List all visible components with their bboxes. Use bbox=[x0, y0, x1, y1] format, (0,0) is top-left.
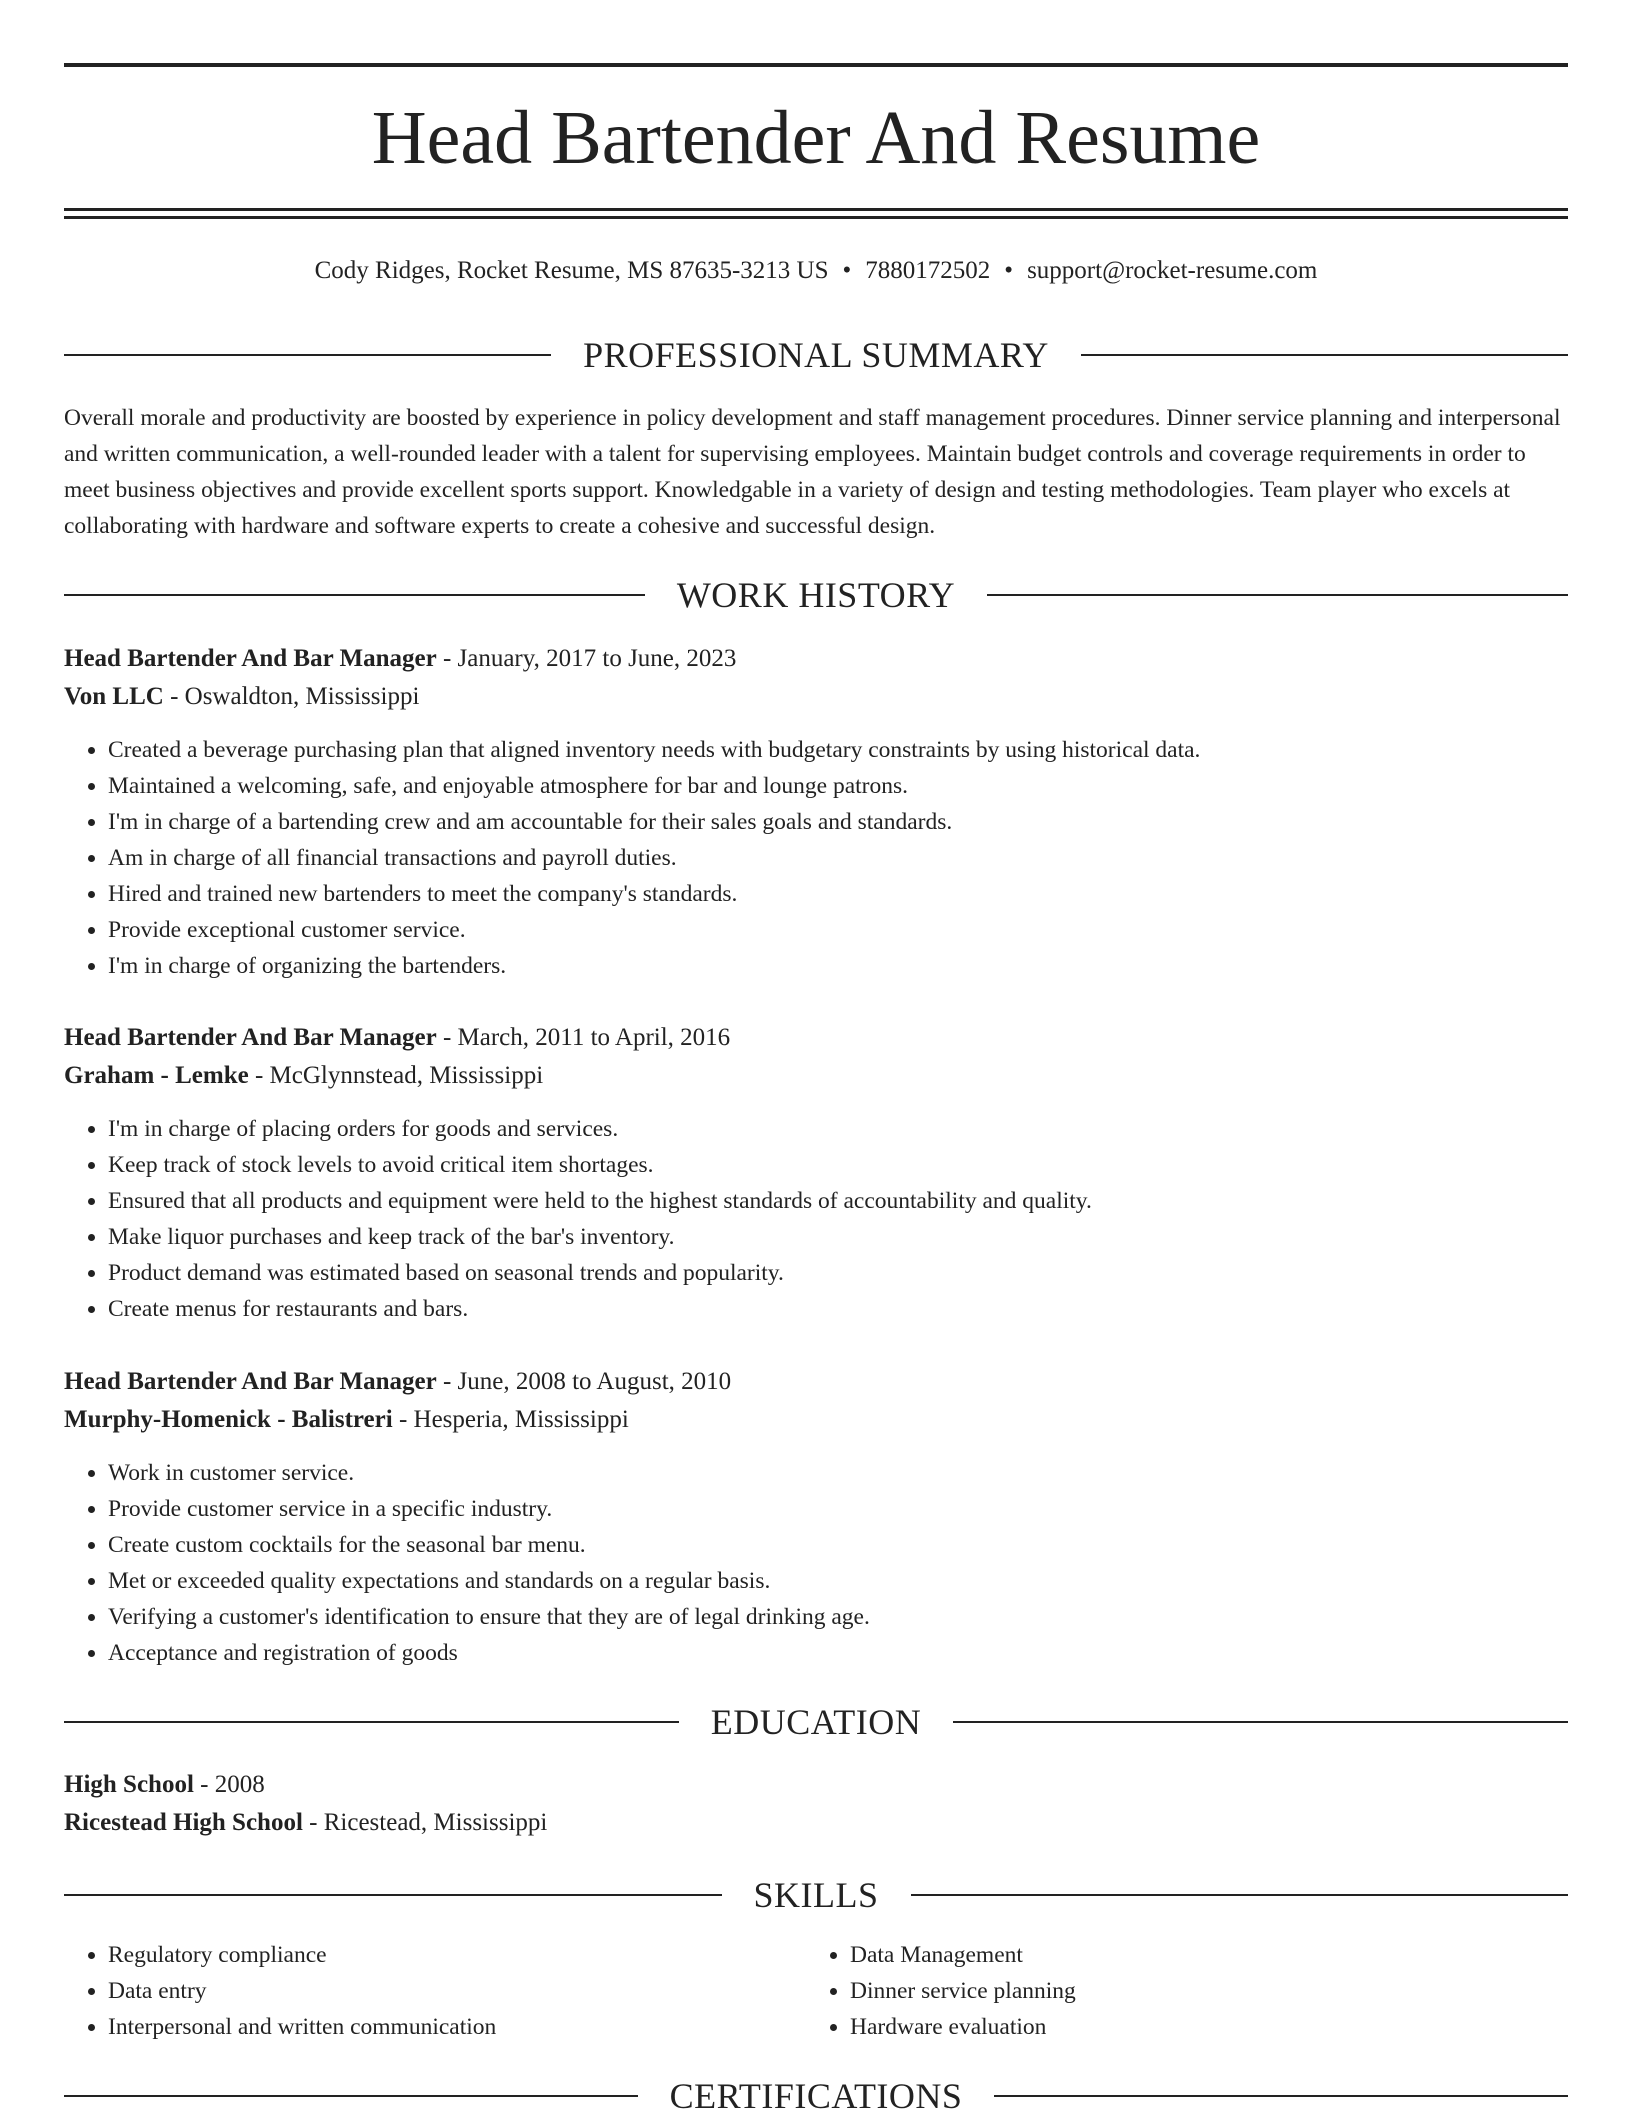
section-heading-education bbox=[64, 1700, 1568, 1744]
list-item: • Maintained a welcoming, safe, and enjoyable atmosphere for bar and lounge patrons. bbox=[108, 768, 1568, 804]
education-degree: High School bbox=[64, 1771, 194, 1798]
list-item: • Met or exceeded quality expectations and standards on a regular basis. bbox=[108, 1563, 1568, 1599]
section-heading-skills bbox=[64, 1873, 1568, 1917]
job-company: Von LLC bbox=[64, 683, 164, 710]
education-school: Ricestead High School bbox=[64, 1809, 303, 1836]
education-entry bbox=[64, 1766, 1568, 1842]
education-year: - 2008 bbox=[200, 1771, 265, 1798]
section-heading-label: WORK HISTORY bbox=[676, 575, 956, 615]
list-item: • Make liquor purchases and keep track of the bar's inventory. bbox=[108, 1219, 1568, 1255]
job-entry-3 bbox=[64, 1363, 1568, 1671]
list-item: • I'm in charge of a bartending crew and am accountable for their sales goals and standards. bbox=[108, 804, 1568, 840]
section-heading-certifications bbox=[64, 2074, 1568, 2118]
list-item: • Hardware evaluation bbox=[850, 2009, 1548, 2045]
list-item: • Work in customer service. bbox=[108, 1455, 1568, 1491]
section-heading-summary bbox=[64, 333, 1568, 377]
list-item: • Keep track of stock levels to avoid critical item shortages. bbox=[108, 1147, 1568, 1183]
list-item: • Verifying a customer's identification to ensure that they are of legal drinking age. bbox=[108, 1599, 1568, 1635]
job-dates: - January, 2017 to June, 2023 bbox=[442, 645, 737, 672]
section-heading-work-history bbox=[64, 573, 1568, 617]
section-heading-label: SKILLS bbox=[753, 1875, 879, 1915]
job-company-line bbox=[64, 1057, 1568, 1095]
job-dates: - June, 2008 to August, 2010 bbox=[442, 1368, 732, 1395]
job-bullets bbox=[64, 1111, 1568, 1327]
skills-column-left bbox=[64, 1937, 806, 2045]
job-title: Head Bartender And Bar Manager bbox=[64, 645, 437, 672]
heading-rule-right bbox=[1081, 354, 1568, 356]
job-bullets bbox=[64, 732, 1568, 984]
job-entry-1 bbox=[64, 640, 1568, 984]
list-item: • Data Management bbox=[850, 1937, 1548, 1973]
job-entry-2 bbox=[64, 1019, 1568, 1327]
section-heading-label: PROFESSIONAL SUMMARY bbox=[583, 335, 1049, 375]
list-item: • Regulatory compliance bbox=[108, 1937, 806, 1973]
heading-rule-left bbox=[64, 1721, 679, 1723]
job-company: Murphy-Homenick - Balistreri bbox=[64, 1406, 393, 1433]
skills-column-right bbox=[806, 1937, 1548, 2045]
list-item: • Interpersonal and written communication bbox=[108, 2009, 806, 2045]
list-item: • Create menus for restaurants and bars. bbox=[108, 1291, 1568, 1327]
section-heading-label: CERTIFICATIONS bbox=[669, 2076, 963, 2116]
contact-email: support@rocket-resume.com bbox=[1027, 257, 1318, 284]
summary-text: Overall morale and productivity are boosted by experience in policy development and staff management procedures. Dinner service planning and interpersonal and written communication, a well-rounded leader with a talent for supervising employees. Maintain budget controls and coverage requirements in order to meet business objectives and provide excellent sports support. Knowledgable in a variety of design and testing methodologies. Team player who excels at collaborating with hardware and software experts to create a cohesive and successful design. bbox=[64, 405, 1561, 539]
list-item: • Provide exceptional customer service. bbox=[108, 912, 1568, 948]
heading-rule-left bbox=[64, 2095, 638, 2097]
list-item: • Am in charge of all financial transactions and payroll duties. bbox=[108, 840, 1568, 876]
title-double-rule-upper bbox=[64, 208, 1568, 211]
list-item: • Create custom cocktails for the seasonal bar menu. bbox=[108, 1527, 1568, 1563]
job-title-line bbox=[64, 1363, 1568, 1401]
job-bullets bbox=[64, 1455, 1568, 1671]
job-company-line bbox=[64, 1401, 1568, 1439]
education-location: - Ricestead, Mississippi bbox=[309, 1809, 548, 1836]
contact-separator: • bbox=[1004, 257, 1014, 284]
heading-rule-left bbox=[64, 1894, 722, 1896]
skills-list bbox=[64, 1937, 1568, 2045]
job-company-line bbox=[64, 678, 1568, 716]
heading-rule-left bbox=[64, 354, 551, 356]
job-title-line bbox=[64, 1019, 1568, 1057]
section-heading-label: EDUCATION bbox=[710, 1702, 922, 1742]
list-item: • Provide customer service in a specific industry. bbox=[108, 1491, 1568, 1527]
list-item: • I'm in charge of placing orders for goods and services. bbox=[108, 1111, 1568, 1147]
title-double-rule-lower bbox=[64, 216, 1568, 219]
job-location: - McGlynnstead, Mississippi bbox=[254, 1062, 544, 1089]
job-dates: - March, 2011 to April, 2016 bbox=[442, 1024, 731, 1051]
job-title: Head Bartender And Bar Manager bbox=[64, 1024, 437, 1051]
list-item: • Ensured that all products and equipment were held to the highest standards of accountability and quality. bbox=[108, 1183, 1568, 1219]
list-item: • Hired and trained new bartenders to meet the company's standards. bbox=[108, 876, 1568, 912]
heading-rule-left bbox=[64, 594, 645, 596]
resume-title: Head Bartender And Resume bbox=[371, 96, 1261, 180]
job-location: - Hesperia, Mississippi bbox=[398, 1406, 629, 1433]
top-rule bbox=[64, 63, 1568, 67]
heading-rule-right bbox=[994, 2095, 1568, 2097]
job-title-line bbox=[64, 640, 1568, 678]
list-item: • Data entry bbox=[108, 1973, 806, 2009]
education-school-line bbox=[64, 1804, 1568, 1842]
heading-rule-right bbox=[911, 1894, 1569, 1896]
list-item: • Dinner service planning bbox=[850, 1973, 1548, 2009]
education-degree-line bbox=[64, 1766, 1568, 1804]
job-company: Graham - Lemke bbox=[64, 1062, 249, 1089]
list-item: • Created a beverage purchasing plan that aligned inventory needs with budgetary constraints by using historical data. bbox=[108, 732, 1568, 768]
heading-rule-right bbox=[987, 594, 1568, 596]
list-item: • Acceptance and registration of goods bbox=[108, 1635, 1568, 1671]
heading-rule-right bbox=[953, 1721, 1568, 1723]
job-location: - Oswaldton, Mississippi bbox=[170, 683, 420, 710]
contact-line bbox=[64, 254, 1568, 288]
list-item: • I'm in charge of organizing the bartenders. bbox=[108, 948, 1568, 984]
contact-separator: • bbox=[842, 257, 852, 284]
contact-address: Cody Ridges, Rocket Resume, MS 87635-3213 US bbox=[314, 257, 829, 284]
list-item: • Product demand was estimated based on seasonal trends and popularity. bbox=[108, 1255, 1568, 1291]
job-title: Head Bartender And Bar Manager bbox=[64, 1368, 437, 1395]
contact-phone: 7880172502 bbox=[865, 257, 991, 284]
